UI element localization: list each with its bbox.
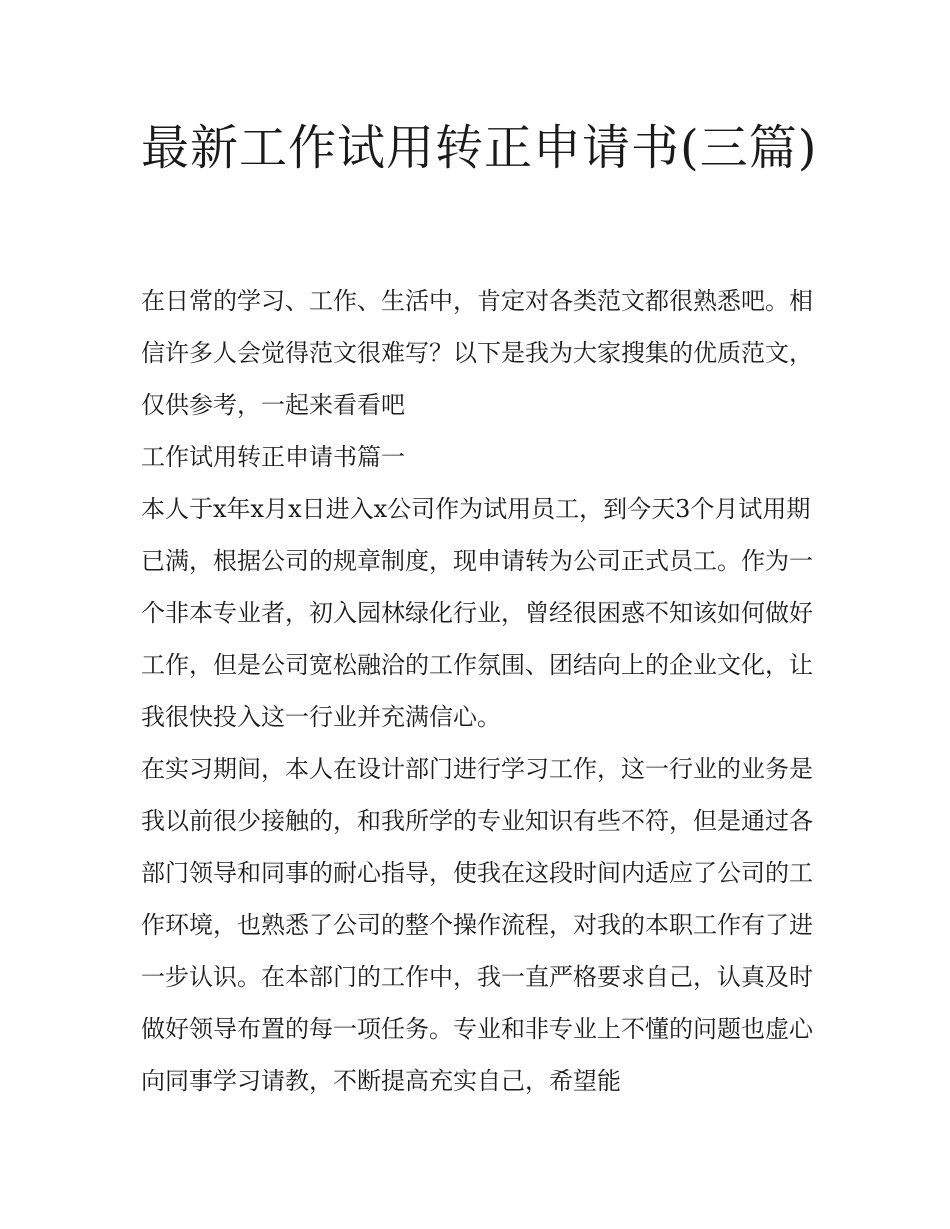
document-title: 最新工作试用转正申请书(三篇) bbox=[141, 120, 818, 176]
intro-paragraph: 在日常的学习、工作、生活中，肯定对各类范文都很熟悉吧。相信许多人会觉得范文很难写？以下是我为大家搜集的优质范文，仅供参考，一起来看看吧 bbox=[141, 287, 813, 419]
document-body bbox=[141, 283, 817, 1107]
body-paragraph: 本人于x年x月x日进入x公司作为试用员工，到今天3个月试用期已满，根据公司的规章制度，现申请转为公司正式员工。作为一个非本专业者，初入园林绿化行业，曾经很困惑不知该如何做好工作，但是公司宽松融洽的工作氛围、团结向上的企业文化，让我很快投入这一行业并充满信心。 bbox=[141, 495, 813, 731]
body-paragraph: 在实习期间，本人在设计部门进行学习工作，这一行业的业务是我以前很少接触的，和我所学的专业知识有些不符，但是通过各部门领导和同事的耐心指导，使我在这段时间内适应了公司的工作环境，也熟悉了公司的整个操作流程，对我的本职工作有了进一步认识。在本部门的工作中，我一直严格要求自己，认真及时做好领导布置的每一项任务。专业和非专业上不懂的问题也虚心向同事学习请教，不断提高充实自己，希望能 bbox=[141, 755, 813, 1095]
section-heading: 工作试用转正申请书篇一 bbox=[141, 443, 405, 471]
